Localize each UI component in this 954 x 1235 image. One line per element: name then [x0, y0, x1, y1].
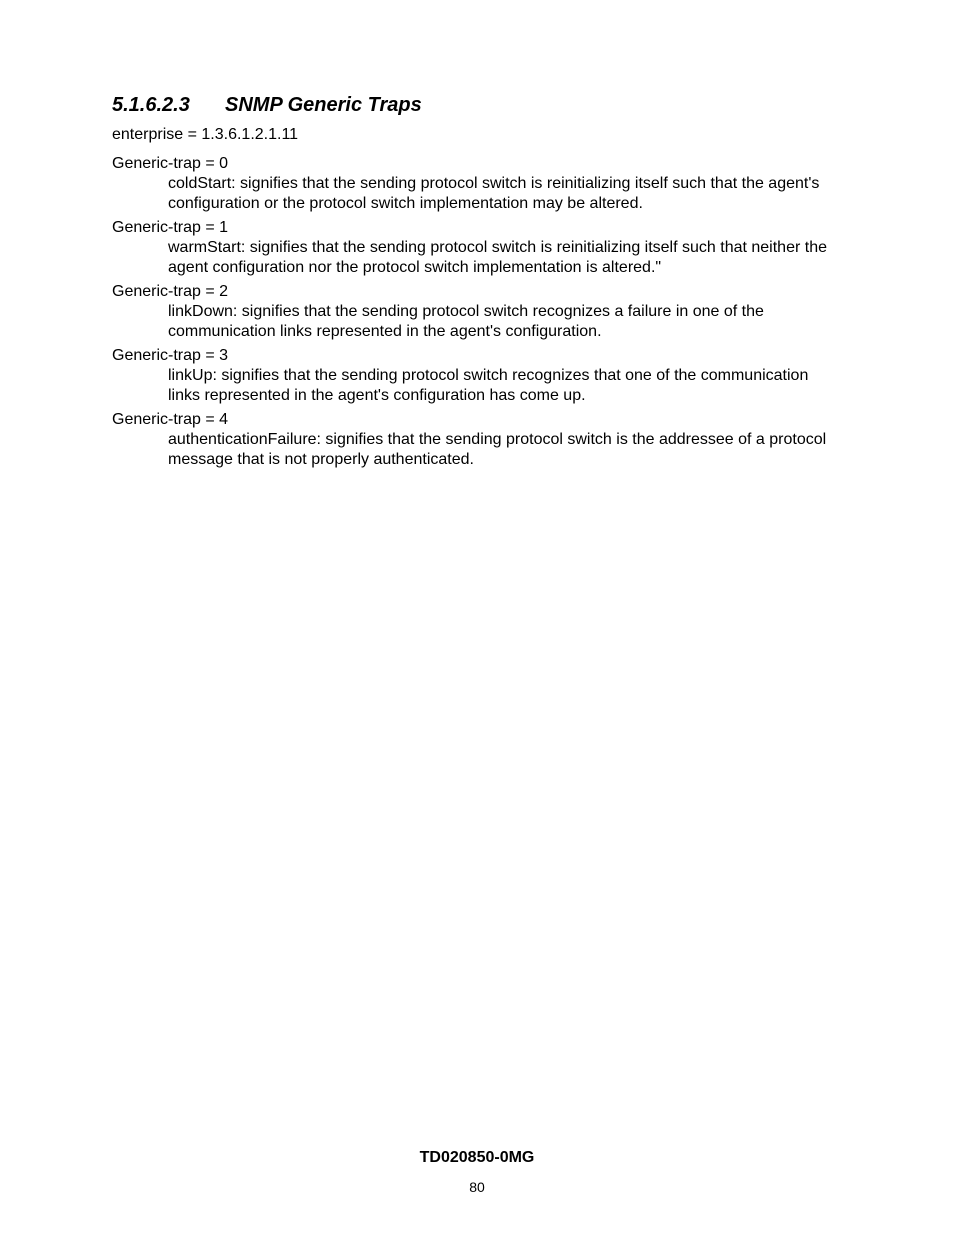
enterprise-oid: enterprise = 1.3.6.1.2.1.11	[112, 126, 299, 143]
generic-trap-label: Generic-trap = 1	[112, 219, 229, 236]
generic-trap-item	[112, 154, 832, 214]
generic-trap-description: authenticationFailure: signifies that the sending protocol switch is the addressee of a protocol message that is not properly authenticated.	[168, 431, 827, 468]
generic-trap-label: Generic-trap = 4	[112, 411, 229, 428]
generic-trap-item	[112, 218, 832, 278]
generic-trap-list	[112, 154, 832, 474]
section-number: 5.1.6.2.3	[112, 94, 190, 116]
generic-trap-description: warmStart: signifies that the sending protocol switch is reinitializing itself such that neither the agent configuration nor the protocol switch implementation is altered."	[168, 239, 827, 276]
section-heading	[112, 92, 422, 118]
generic-trap-label: Generic-trap = 2	[112, 283, 229, 300]
section-title: SNMP Generic Traps	[225, 94, 422, 116]
generic-trap-item	[112, 282, 832, 342]
generic-trap-label: Generic-trap = 3	[112, 347, 229, 364]
generic-trap-item	[112, 346, 832, 406]
generic-trap-description: linkDown: signifies that the sending protocol switch recognizes a failure in one of the communication links represented in the agent's configuration.	[168, 303, 764, 340]
page-number: 80	[469, 1179, 485, 1195]
generic-trap-item	[112, 410, 832, 470]
generic-trap-description: linkUp: signifies that the sending protocol switch recognizes that one of the communication links represented in the agent's configuration has come up.	[168, 367, 809, 404]
document-code: TD020850-0MG	[419, 1149, 535, 1166]
generic-trap-description: coldStart: signifies that the sending protocol switch is reinitializing itself such that the agent's configuration or the protocol switch implementation may be altered.	[168, 175, 820, 212]
generic-trap-label: Generic-trap = 0	[112, 155, 229, 172]
